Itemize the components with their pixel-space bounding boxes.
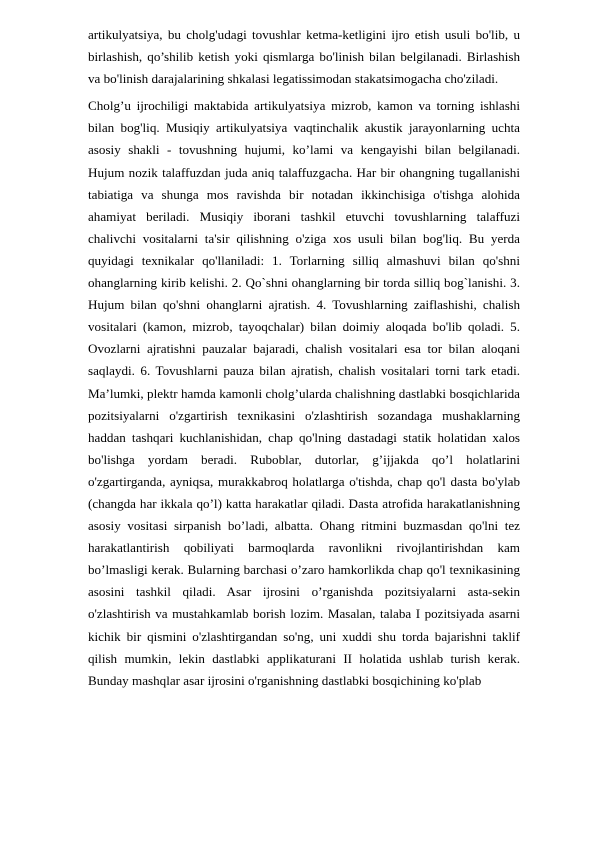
paragraph-instrumental-performance: Cholg’u ijrochiligi maktabida artikulyatsiya mizrob, kamon va torning ishlashi bilan bog'liq. Musiqiy artikulyatsiya vaqtinchalik akustik jarayonlarning uchta asosiy shakli - tovushning hujumi, ko’lami va kengayishi bilan belgilanadi. Hujum nozik talaffuzdan juda aniq talaffuzgacha. Har bir ohangning tugallanishi tabiatiga va shunga mos ravishda bir notadan ikkinchisiga o'tishga alohida ahamiyat beriladi. Musiqiy iborani tashkil etuvchi tovushlarning talaffuzi chalivchi vositalarni ta'sir qilishning o'ziga xos usuli bilan bog'liq. Bu yerda quyidagi texnikalar qo'llaniladi: 1. Torlarning silliq almashuvi bilan qo'shni ohanglarning kirib kelishi. 2. Qo`shni ohanglarning bir torda silliq bog`lanishi. 3. Hujum bilan qo'shni ohanglarni ajratish. 4. Tovushlarning zaiflashishi, chalish vositalari (kamon, mizrob, tayoqchalar) bilan doimiy aloqada bo'lib qoladi. 5. Ovozlarni ajratishni pauzalar bajaradi, chalish vositalari esa tor bilan aloqani saqlaydi. 6. Tovushlarni pauza bilan ajratish, chalish vositalari torni tark etadi. Ma’lumki, plektr hamda kamonli cholg’ularda chalishning dastlabki bosqichlarida pozitsiyalarni o'zgartirish texnikasini o'zlashtirish sozandaga mushaklarning haddan tashqari kuchlanishidan, chap qo'lning dastadagi statik holatidan xalos bo'lishga yordam beradi. Ruboblar, dutorlar, g’ijjakda qo’l holatlarini o'zgartirganda, ayniqsa, murakkabroq holatlarga o'tishda, chap qo'l dasta bo'ylab (changda har ikkala qo’l) katta harakatlar qiladi. Dasta atrofida harakatlanishning asosiy vositasi sirpanish bo’ladi, albatta. Ohang ritmini buzmasdan qo'lni tez harakatlantirish qobiliyati barmoqlarda ravonlikni rivojlantirishdan kam bo’lmasligi kerak. Bularning barchasi o’zaro hamkorlikda chap qo'l texnikasining asosini tashkil qiladi. Asar ijrosini o’rganishda pozitsiyalarni asta-sekin o'zlashtirish va mustahkamlab borish lozim. Masalan, talaba I pozitsiyada asarni kichik bir qismini o'zlashtirgandan so'ng, uni xuddi shu torda bajarishni taklif qilish mumkin, lekin dastlabki applikaturani II holatida ushlab turish kerak. Bunday mashqlar asar ijrosini o'rganishning dastlabki bosqichining ko'plab [88, 98, 520, 688]
paragraph-articulation-intro: artikulyatsiya, bu cholg'udagi tovushlar ketma-ketligini ijro etish usuli bo'lib, u birlashish, qo’shilib ketish yoki qismlarga bo'linish bilan belgilanadi. Birlashish va bo'linish darajalarining shkalasi legatissimodan stakatsimogacha cho'ziladi. [88, 27, 520, 87]
document-page [88, 24, 520, 692]
